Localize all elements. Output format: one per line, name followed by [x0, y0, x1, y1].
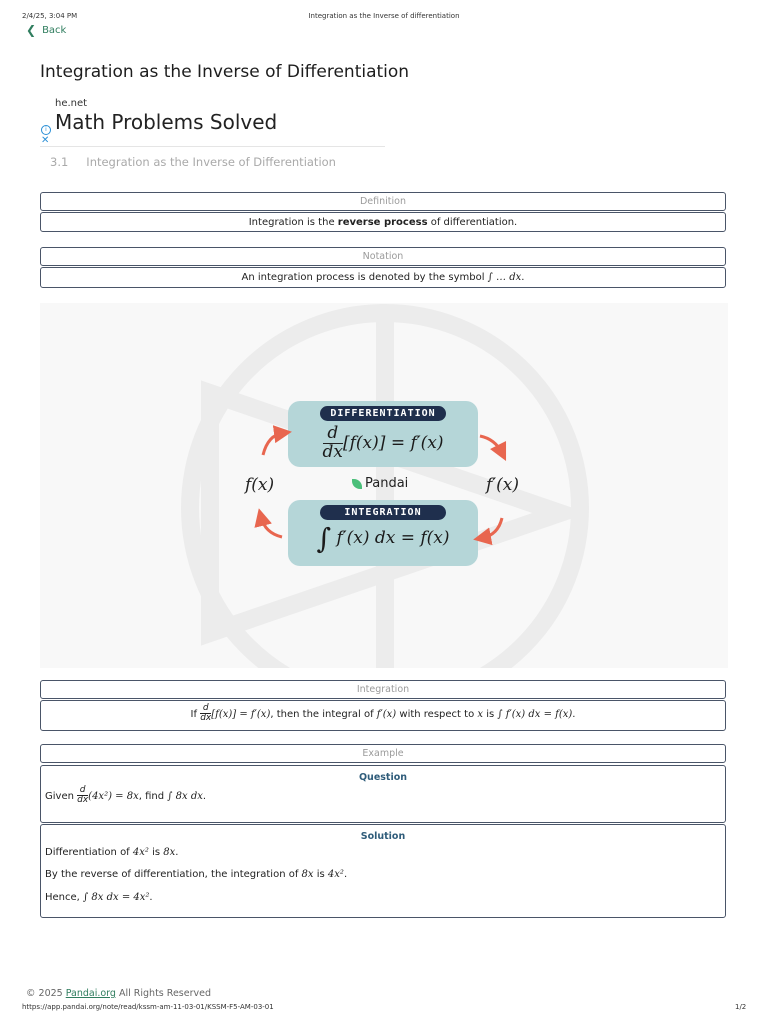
- right-function-label: f′(x): [486, 475, 520, 495]
- print-title: Integration as the Inverse of differentiation: [308, 12, 460, 20]
- notation-body-box: [40, 267, 726, 288]
- ad-banner[interactable]: [40, 88, 385, 147]
- example-header: Example: [362, 748, 404, 759]
- example-header-box: [40, 744, 726, 763]
- solution-label: Solution: [360, 831, 406, 842]
- definition-body-box: [40, 212, 726, 232]
- integration-statement: If $\frac{d}{dx}$ [f(x)] = f′(x), then the integral of f′(x) with respect to x is ∫ f′(x) dx = f(x).: [190, 703, 576, 724]
- arrow-top-right: [480, 436, 502, 453]
- definition-text: Integration is the reverse process of differentiation.: [248, 217, 518, 228]
- solution-line-1: Differentiation of 4x² is 8x.: [45, 847, 179, 858]
- ad-domain: he.net: [55, 98, 88, 109]
- arrow-top-left: [263, 433, 283, 455]
- solution-line-3: Hence, ∫ 8x dx = 4x².: [45, 892, 153, 903]
- notation-text: An integration process is denoted by the symbol ∫ … dx.: [241, 272, 525, 283]
- section-title: Integration as the Inverse of Differentiation: [86, 155, 336, 169]
- question-label: Question: [358, 772, 408, 783]
- cycle-arrows: [40, 303, 728, 668]
- arrow-bottom-left: [261, 517, 282, 537]
- inverse-diagram: [40, 303, 728, 668]
- back-button[interactable]: [26, 23, 66, 37]
- differentiation-formula: $\frac{d}{dx}$ [f(x)] = f′(x): [322, 423, 444, 462]
- pandai-link[interactable]: Pandai.org: [65, 988, 116, 999]
- notation-header-box: [40, 247, 726, 266]
- page-title: Integration as the Inverse of Differentiation: [40, 62, 410, 82]
- close-icon[interactable]: ✕: [41, 135, 50, 146]
- back-label: Back: [42, 24, 67, 36]
- integration-header: Integration: [356, 684, 410, 695]
- print-url: https://app.pandai.org/note/read/kssm-am-11-03-01/KSSM-F5-AM-03-01: [22, 1003, 274, 1011]
- section-number: 3.1: [50, 155, 69, 169]
- arrow-bottom-right: [482, 518, 502, 538]
- definition-header-box: [40, 192, 726, 211]
- differentiation-label: DIFFERENTIATION: [320, 406, 446, 421]
- solution-line-2: By the reverse of differentiation, the integration of 8x is 4x².: [45, 869, 348, 880]
- integration-header-box: [40, 680, 726, 699]
- question-box: [40, 765, 726, 823]
- chevron-left-icon: ❮: [26, 23, 37, 37]
- integration-label: INTEGRATION: [320, 505, 446, 520]
- print-page-number: 1/2: [735, 1003, 747, 1011]
- question-text: Given $\frac{d}{dx}$ (4x²) = 8x, find ∫ 8x dx.: [45, 785, 207, 806]
- solution-box: [40, 824, 726, 918]
- pandai-logo: Pandai: [352, 476, 408, 491]
- integration-body-box: [40, 700, 726, 731]
- left-function-label: f(x): [245, 475, 275, 495]
- info-icon[interactable]: i: [41, 125, 51, 135]
- definition-header: Definition: [359, 196, 406, 207]
- section-heading: [50, 155, 336, 169]
- footer-copyright: © 2025 Pandai.org All Rights Reserved: [26, 988, 211, 999]
- notation-header: Notation: [362, 251, 404, 262]
- integration-formula: ∫ f′(x) dx = f(x): [316, 522, 450, 555]
- ad-headline[interactable]: Math Problems Solved: [55, 110, 278, 134]
- print-datetime: 2/4/25, 3:04 PM: [22, 12, 78, 20]
